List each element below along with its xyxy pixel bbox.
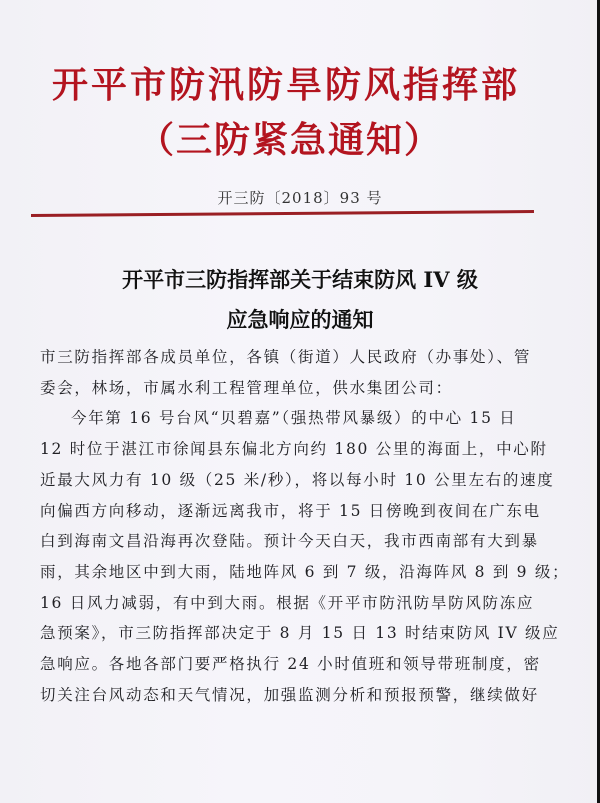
notice-title <box>0 260 600 340</box>
paragraph-line: 雨，其余地区中到大雨，陆地阵风 6 到 7 级，沿海阵风 8 到 9 级； <box>40 562 570 581</box>
agency-header: 开平市防汛防旱防风指挥部 <box>52 64 521 106</box>
paragraph-line: 近最大风力有 10 级（25 米/秒），将以每小时 10 公里左右的速度 <box>40 470 555 489</box>
paragraph-1 <box>40 403 570 710</box>
paragraph-line: 今年第 16 号台风“贝碧嘉”（强热带风暴级）的中心 15 日 <box>71 409 517 428</box>
notice-type-subtitle: （三防紧急通知） <box>138 119 443 161</box>
addressee-line: 市三防指挥部各成员单位，各镇（街道）人民政府（办事处）、管 <box>40 348 532 366</box>
paragraph-line: 16 日风力减弱，有中到大雨。根据《开平市防汛防旱防风防冻应 <box>40 593 535 612</box>
paragraph-line: 白到海南文昌沿海再次登陆。预计今天白天，我市西南部有大到暴 <box>40 532 539 551</box>
header-divider <box>31 210 534 217</box>
addressee <box>40 342 550 403</box>
addressee-line: 委会，林场，市属水利工程管理单位，供水集团公司： <box>40 378 453 397</box>
notice-title-line-1: 开平市三防指挥部关于结束防风 IV 级 <box>122 267 478 292</box>
notice-body <box>40 342 570 710</box>
paragraph-line: 12 时位于湛江市徐闻县东偏北方向约 180 公里的海面上，中心附 <box>40 440 548 459</box>
paragraph-line: 急响应。各地各部门要严格执行 24 小时值班和领导带班制度，密 <box>40 655 541 674</box>
paragraph-line: 急预案》，市三防指挥部决定于 8 月 15 日 13 时结束防风 IV 级应 <box>40 624 560 643</box>
notice-title-line-2: 应急响应的通知 <box>226 307 374 332</box>
document-number: 开三防〔2018〕93 号 <box>217 189 383 207</box>
paragraph-line: 向偏西方向移动，逐渐远离我市，将于 15 日傍晚到夜间在广东电 <box>40 501 541 520</box>
paragraph-line: 切关注台风动态和天气情况，加强监测分析和预报预警，继续做好 <box>40 685 539 704</box>
